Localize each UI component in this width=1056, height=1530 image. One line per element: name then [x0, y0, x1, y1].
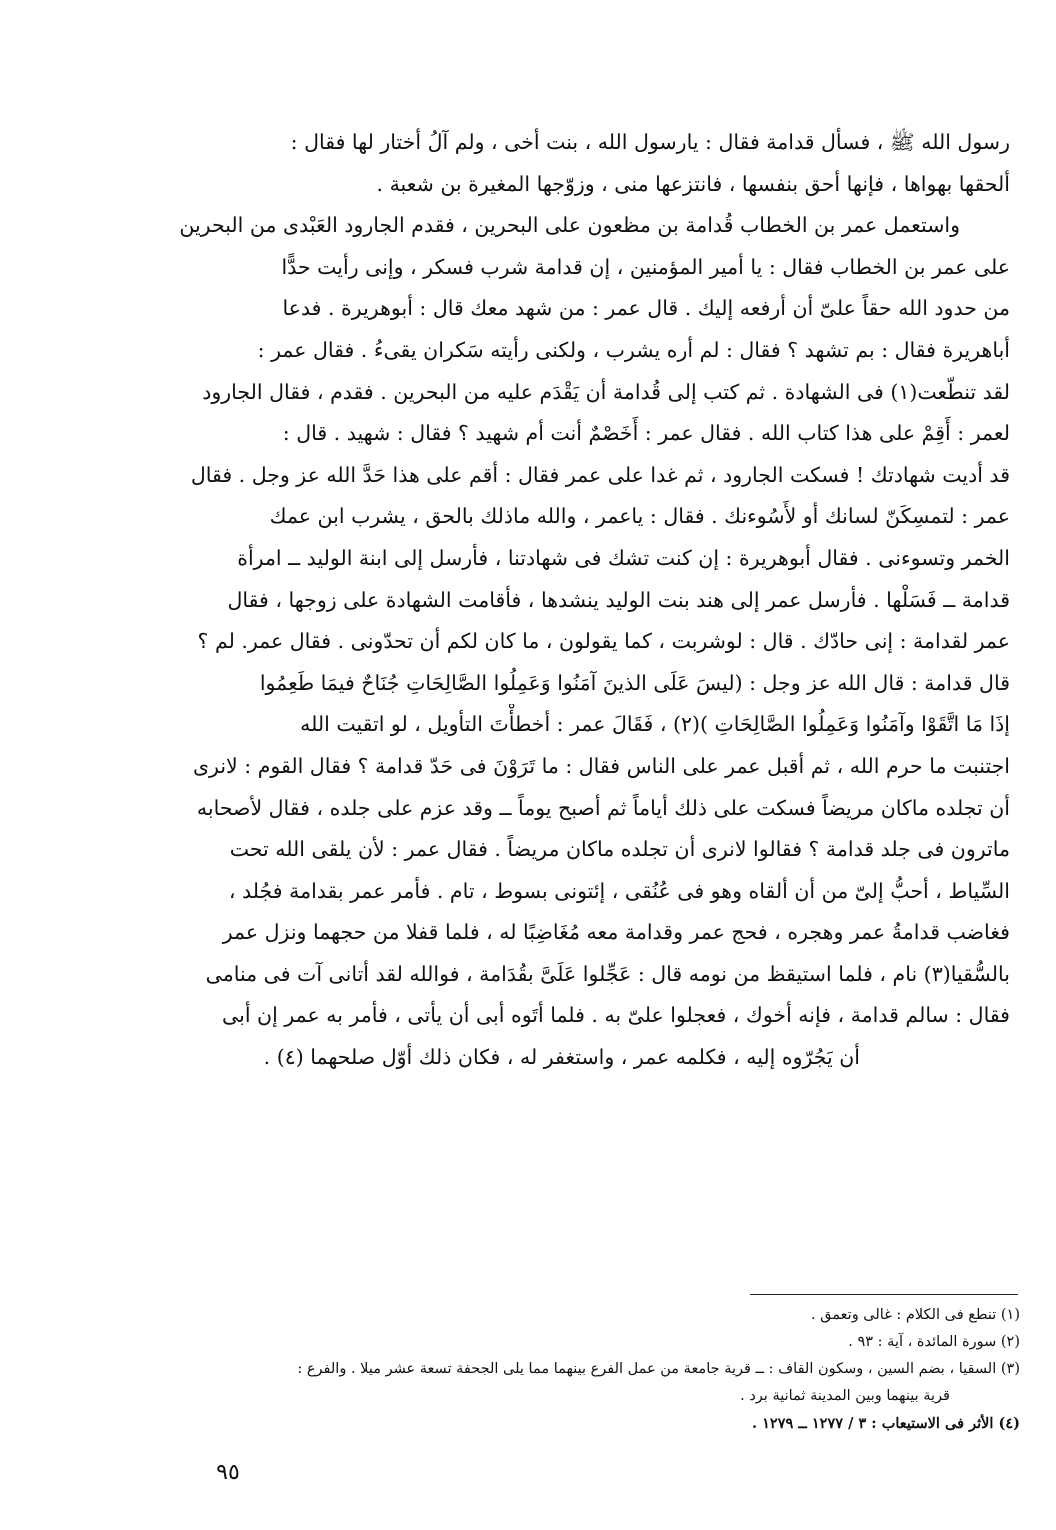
- text-line-5: من حدود الله حقاً علىّ أن أرفعه إليك . قال عمر : من شهد معك قال : أبوهريرة . فدعا: [282, 296, 1010, 321]
- text-line-14: قال قدامة : قال الله عز وجل : (ليسَ عَلَى الذينَ آمَنُوا وَعَمِلُوا الصَّالِحَاتِ جُنَاحٌ فيمَا طَعِمُوا: [259, 670, 1010, 695]
- footnote-3: (٣) السقيا ، بضم السين ، وسكون القاف : ــ قرية جامعة من عمل الفرع بينهما مما يلى الجحفة تسعة عشر ميلا . والفرع :: [297, 1361, 1020, 1377]
- text-line-13: عمر لقدامة : إنى حادّك . قال : لوشربت ، كما يقولون ، ما كان لكم أن تحدّونى . فقال عمر. لم ؟: [197, 629, 1010, 654]
- text-line-10: عمر : لتمسِكَنّ لسانك أو لأَسُوءنك . فقال : ياعمر ، والله ماذلك بالحق ، يشرب ابن عمك: [269, 504, 1010, 529]
- text-line-20: فغاضب قدامةُ عمر وهجره ، فحج عمر وقدامة معه مُغَاضِبًا له ، فلما قفلا من حجهما ونزل عمر: [222, 920, 1010, 945]
- footnote-separator: [750, 1294, 1018, 1295]
- footnote-4: (٤) الأثر فى الاستيعاب : ٣ / ١٢٧٧ ــ ١٢٧٩ .: [752, 1415, 1020, 1432]
- text-line-3: واستعمل عمر بن الخطاب قُدامة بن مظعون على البحرين ، فقدم الجارود العَبْدى من البحرين: [179, 213, 960, 238]
- text-line-19: السِّياط ، أحبُّ إلىّ من أن ألقاه وهو فى عُنُقى ، إئتونى بسوط ، تام . فأمر عمر بقدامة فجُلد ،: [228, 878, 1010, 903]
- text-line-15: إذَا مَا اتَّقَوْا وآمَنُوا وَعَمِلُوا الصَّالِحَاتِ )(٢) ، فَقَالَ عمر : أخطأْتَ التأويل ، لو اتقيت الله: [300, 712, 1010, 737]
- footnote-3-continued: قرية بينهما وبين المدينة ثمانية برد .: [740, 1388, 950, 1404]
- text-line-18: ماترون فى جلد قدامة ؟ فقالوا لانرى أن تجلده ماكان مريضاً . فقال عمر : لأن يلقى الله تحت: [229, 837, 1010, 862]
- text-line-16: اجتنبت ما حرم الله ، ثم أقبل عمر على الناس فقال : ما تَرَوْنَ فى حَدّ قدامة ؟ فقال القوم : لانرى: [193, 753, 1010, 778]
- footnote-2: (٢) سورة المائدة ، آية : ٩٣ .: [848, 1334, 1020, 1350]
- text-line-9: قد أديت شهادتك ! فسكت الجارود ، ثم غدا على عمر فقال : أقم على هذا حَدَّ الله عز وجل . فقال: [190, 462, 1010, 487]
- text-line-4: على عمر بن الخطاب فقال : يا أمير المؤمنين ، إن قدامة شرب فسكر ، وإنى رأيت حدًّا: [281, 254, 1010, 279]
- page-number: ٩٥: [216, 1460, 240, 1485]
- text-line-22: فقال : سالم قدامة ، فإنه أخوك ، فعجلوا علىّ به . فلما أتَوه أبى أن يأتى ، فأمر به عمر إن أبى: [222, 1003, 1010, 1028]
- text-line-7: لقد تنطّعت(١) فى الشهادة . ثم كتب إلى قُدامة أن يَقْدَم عليه من البحرين . فقدم ، فقال الجارود: [202, 379, 1010, 404]
- main-text: [170, 122, 1010, 1079]
- footnotes: [200, 1302, 1020, 1437]
- text-line-12: قدامة ــ فَسَلْها . فأرسل عمر إلى هند بنت الوليد ينشدها ، فأقامت الشهادة على زوجها ، فقال: [227, 587, 1010, 612]
- text-line-2: ألحقها بهواها ، فإنها أحق بنفسها ، فانتزعها منى ، وزوّجها المغيرة بن شعبة .: [376, 171, 1010, 196]
- text-line-1: رسول الله ﷺ ، فسأل قدامة فقال : يارسول الله ، بنت أخى ، ولم آلُ أختار لها فقال :: [290, 130, 1010, 154]
- footnote-1: (١) تنطع فى الكلام : غالى وتعمق .: [810, 1307, 1020, 1323]
- text-line-23: أن يَجُرّوه إليه ، فكلمه عمر ، واستغفر له ، فكان ذلك أوّل صلحهما (٤) .: [263, 1045, 860, 1070]
- text-line-21: بالسُّقيا(٣) نام ، فلما استيقظ من نومه قال : عَجِّلوا عَلَىَّ بقُدَامة ، فوالله لقد أتانى آت فى منامى: [205, 961, 1010, 986]
- text-line-8: لعمر : أَقِمْ على هذا كتاب الله . فقال عمر : أَخَصْمٌ أنت أم شهيد ؟ فقال : شهيد . قال :: [282, 421, 1010, 446]
- text-line-11: الخمر وتسوءنى . فقال أبوهريرة : إن كنت تشك فى شهادتنا ، فأرسل إلى ابنة الوليد ــ امرأة: [237, 545, 1010, 570]
- text-line-17: أن تجلده ماكان مريضاً فسكت على ذلك أياماً ثم أصبح يوماً ــ وقد عزم على جلده ، فقال لأصحابه: [196, 795, 1010, 820]
- text-line-6: أباهريرة فقال : بم تشهد ؟ فقال : لم أره يشرب ، ولكنى رأيته سَكران يقىءُ . فقال عمر :: [257, 337, 1010, 362]
